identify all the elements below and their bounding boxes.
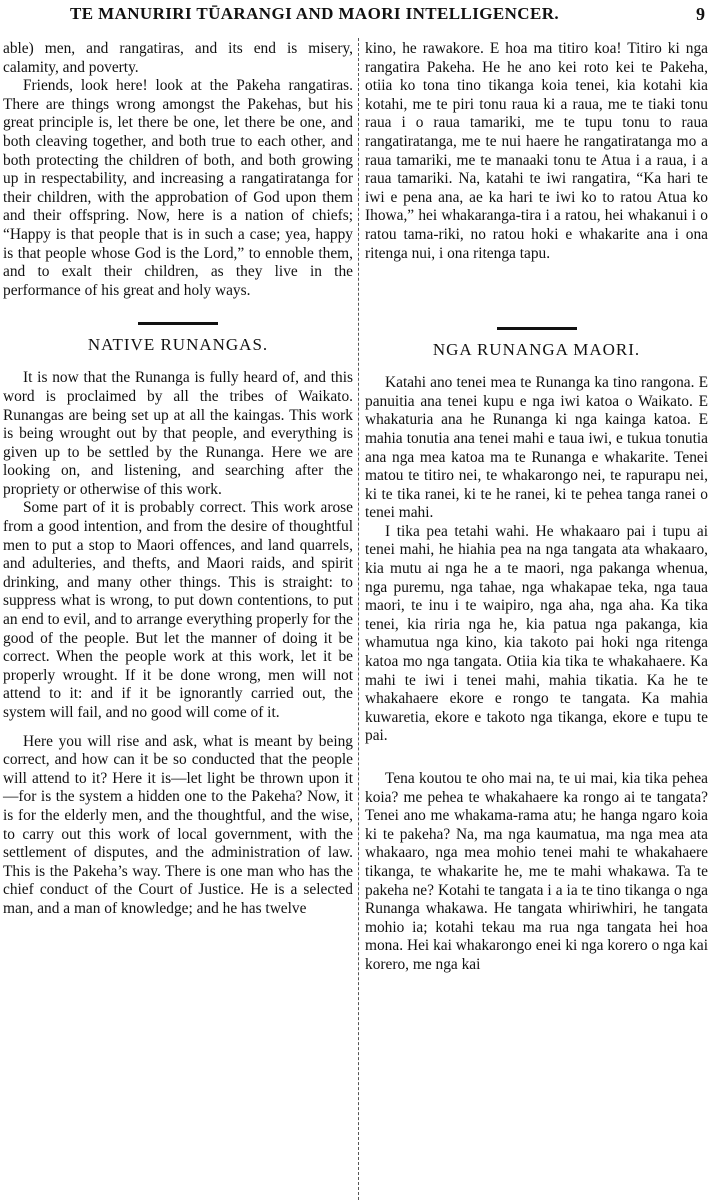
section-heading: NGA RUNANGA MAORI. bbox=[432, 340, 641, 360]
maori-column bbox=[365, 40, 708, 975]
page-number: 9 bbox=[696, 4, 705, 24]
paragraph-gap bbox=[3, 723, 353, 733]
section-rule bbox=[138, 322, 218, 325]
english-column bbox=[3, 40, 353, 919]
paragraph: Some part of it is probably correct. This work arose from a good intention, and from the desire of thoughtful men to put a stop to Maori offences, and land quarrels, and adulteries, and thefts, and Maori raids, and spirit drinking, and many other things. This is straight: to suppress what is wrong, to put down contentions, to put an end to evil, and to arrange everything properly for the good of the people. But let the manner of doing it be correct. When the people work at this work, let it be properly wrought. If it be done wrong, men will not attend to it: and if it be ignorantly carried out, the system will fail, and no good will come of it. bbox=[3, 499, 353, 721]
paragraph: Katahi ano tenei mea te Runanga ka tino rangona. E panuitia ana tenei kupu e nga iwi katoa o Waikato. E whakaturia ana he Runanga ki nga kainga katoa. E mahia tonutia ana tenei mahi e taua iwi, e tukua tonutia ana nga mea katoa ma te Runanga e whakarite. Tenei matou te titiro nei, te whakarongo nei, te rapurapu nei, ki te tika ranei, ki te he ranei, ki te pehea tanga ranei o tenei mahi. bbox=[365, 374, 708, 522]
section-rule bbox=[497, 327, 577, 330]
section-heading: NATIVE RUNANGAS. bbox=[87, 335, 269, 355]
paragraph: Friends, look here! look at the Pakeha rangatiras. There are things wrong amongst the Pakehas, but his great principle is, let there be one, let there be one, and both cleaving together, and both true to each other, and both protecting the children of both, and both growing up in respectability, and increasing a rangatiratanga for their children, with the approbation of God upon them and their offspring. Now, here is a nation of chiefs; “Happy is that people that is in such a case; yea, happy is that people whose God is the Lord,” to ennoble them, and to exalt their children, as they live in the performance of his great and holy ways. bbox=[3, 77, 353, 299]
paragraph: I tika pea tetahi wahi. He whakaaro pai i tupu ai tenei mahi, he hiahia pea na nga tangata ata whakaaro, kia mutu ai nga he a te maori, nga pakanga whenua, nga puremu, nga tahae, nga whakapae teka, nga taua maori, te inu i te waipiro, nga aha, nga aha. Ka tika tenei, kia riria nga he, kia patua nga pakanga, kia whamutua nga kino, kia takoto pai hoki nga ritenga katoa mo nga tangata. Otiia kia tika te whakahaere. Ka mahi te iwi i tenei mahi, mahia tikatia. Ka he te whakahaere ekore e rongo te tangata. Ka mahia kuwaretia, ekore e takoto nga tikanga, ekore e tupu te pai. bbox=[365, 522, 708, 745]
newspaper-title: TE MANURIRI TŪARANGI AND MAORI INTELLIGENCER. bbox=[70, 4, 560, 23]
paragraph: Tena koutou te oho mai na, te ui mai, kia tika pehea koia? me pehea te whakahaere ka rongo ai te tangata? Tenei ano me whakama-rama atu; he hanga ngaro koia ki te pakeha? Na, ma nga kaumatua, ma nga mea ata whakaaro, nga mea mohio tenei mahi te whakahaere tikanga, te whakarite he, me te mahi whakawa. Ta te pakeha ne? Kotahi te tangata i a ia te tino tikanga o nga Runanga whakawa. He tangata whiriwhiri, he tangata mohio ia; kotahi tekau ma rua nga tangata hei hoa mona. Hei kai whakarongo enei ki nga korero o nga kai korero, me nga kai bbox=[365, 770, 708, 973]
page-header bbox=[0, 4, 711, 30]
paragraph-gap bbox=[365, 746, 708, 770]
paragraph: It is now that the Runanga is fully heard of, and this word is proclaimed by all the tribes of Waikato. Runangas are being set up at all the kaingas. This work is being wrought out by that people, and everything is given up to be settled by the Runanga. Here we are looking on, and listening, and searching after the propriety or otherwise of this work. bbox=[3, 369, 353, 498]
paragraph: Here you will rise and ask, what is meant by being correct, and how can it be so conducted that the people will attend to it? Here it is—let light be thrown upon it—for is the system a hidden one to the Pakeha? Now, it is for the elderly men, and the thoughtful, and the wise, to carry out this work of local government, with the settlement of disputes, and the administration of law. This is the Pakeha’s way. There is one man who has the chief conduct of the Court of Justice. He is a selected man, and a man of knowledge; and he has twelve bbox=[3, 732, 353, 917]
column-divider bbox=[358, 38, 359, 1200]
paragraph: kino, he rawakore. E hoa ma titiro koa! Titiro ki nga rangatira Pakeha. He he ano kei roto kei te Pakeha, otiia ko tona tino tikanga koia tenei, kia kotahi kia kotahi, me te piri tonu raua ki a raua, me te tiaki tonu raua i o raua tamariki, me te tupu tonu to raua rangatiratanga, me te nui haere he rangatiratanga mo a raua tamariki, me te manaaki tonu te Atua i a raua, i a raua tamariki. Na, katahi te iwi rangatira, “Ka hari te iwi e pena ana, ae ka hari te iwi ko to ratou Atua ko Ihowa,” hei whakaranga-tira i a ratou, hei whakanui i o ratou tama-riki, no ratou hoki e whakarite ana i ona ritenga nui, i ona ritenga tapu. bbox=[365, 40, 708, 262]
paragraph: able) men, and rangatiras, and its end is misery, calamity, and poverty. bbox=[3, 40, 353, 76]
